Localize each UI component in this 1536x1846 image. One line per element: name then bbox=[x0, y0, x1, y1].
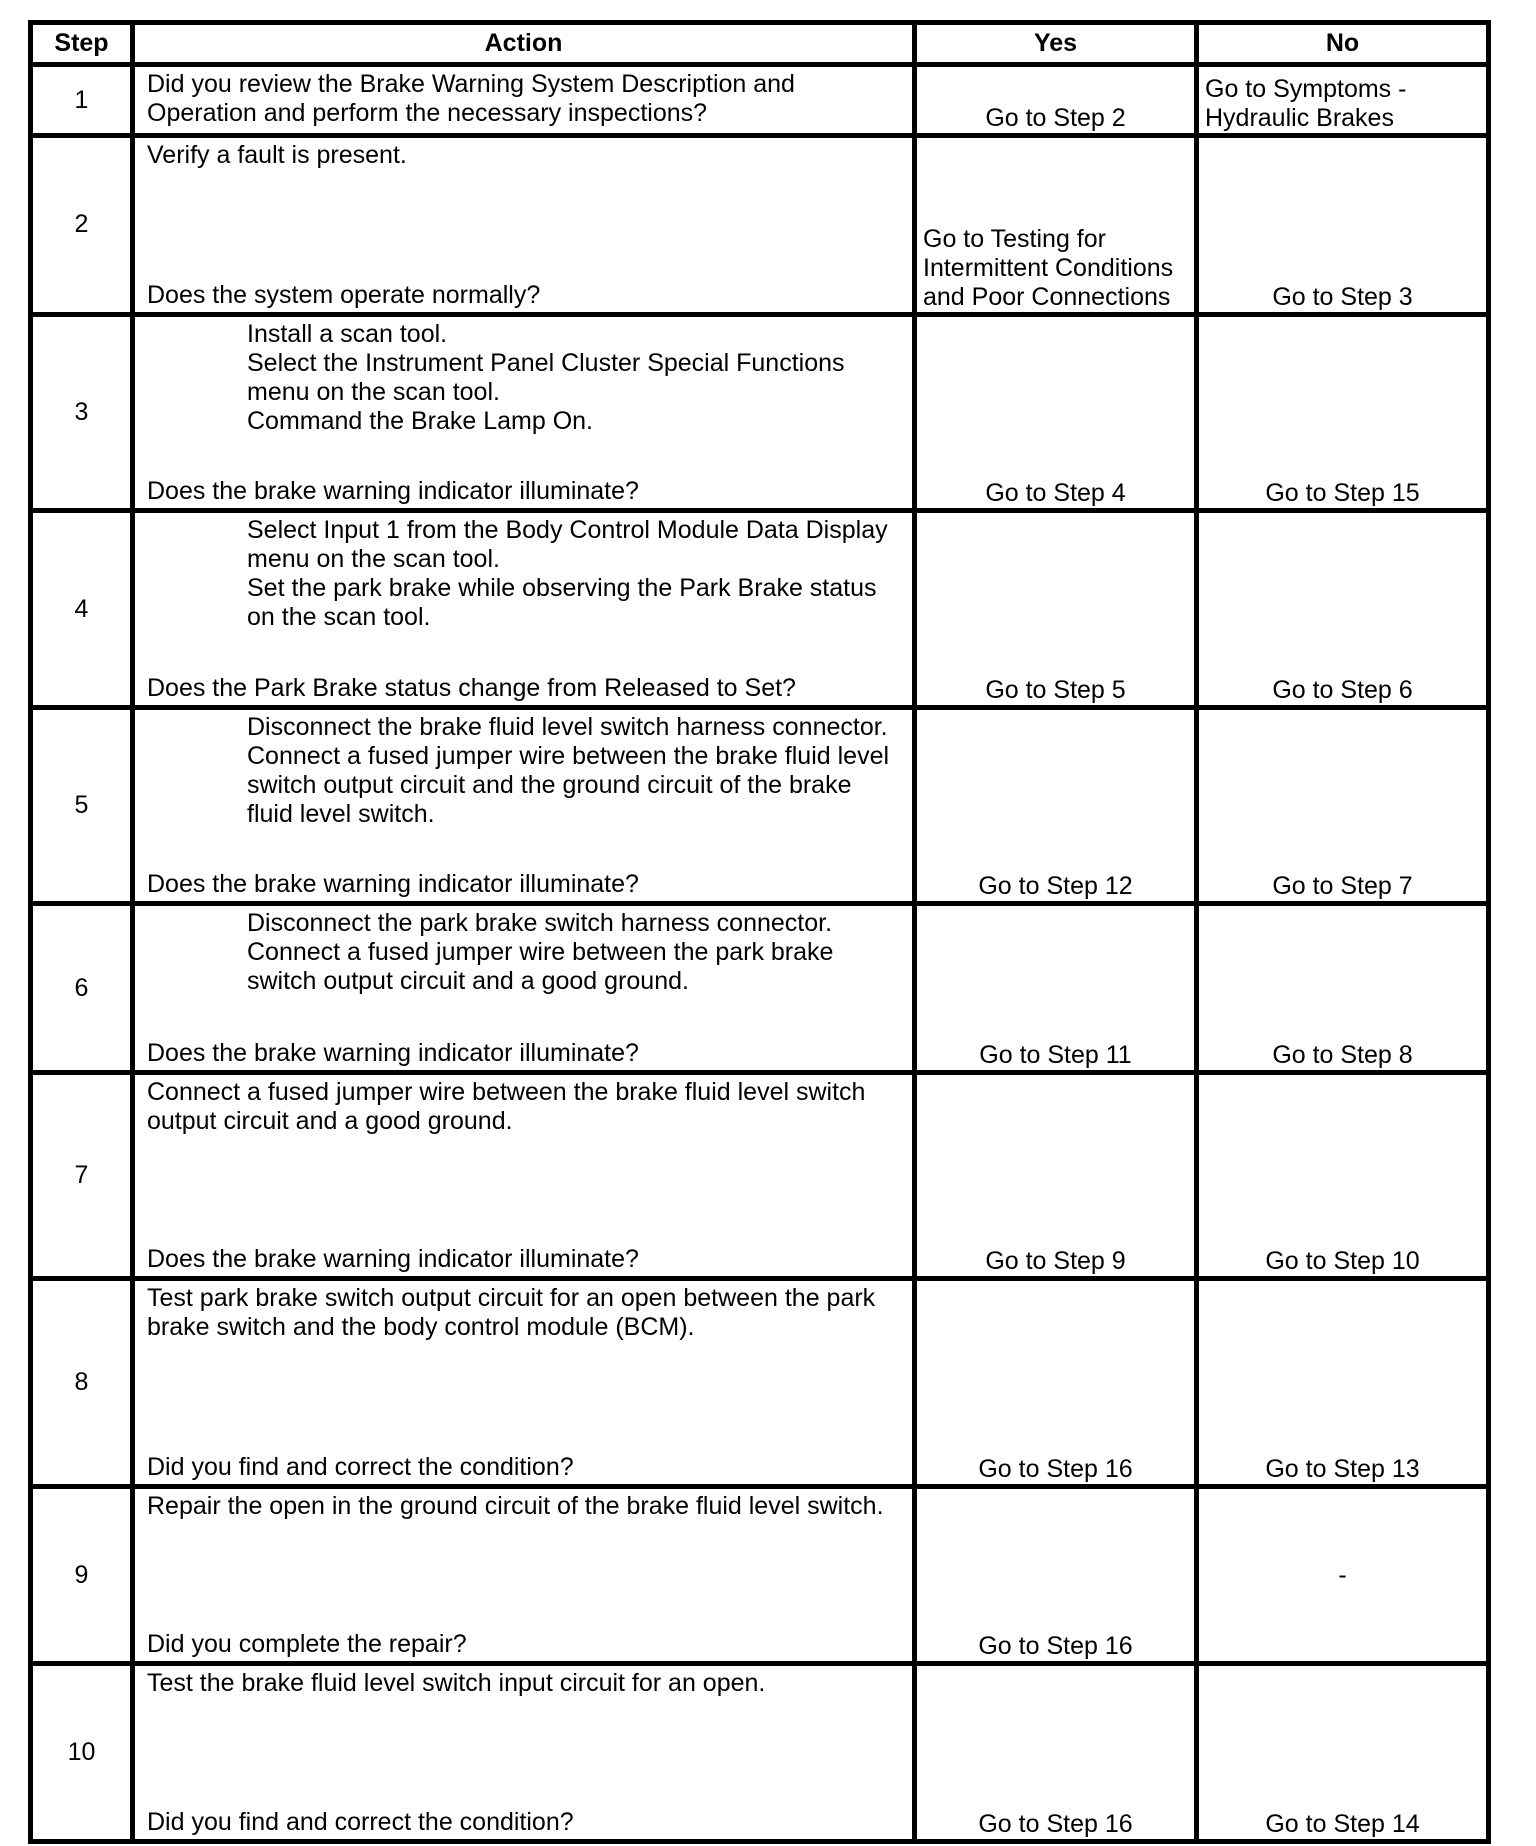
instruction-text: Disconnect the park brake switch harness connector. bbox=[247, 909, 833, 938]
action-cell bbox=[133, 136, 915, 315]
instruction-text: Command the Brake Lamp On. bbox=[247, 406, 593, 435]
question-text: Does the Park Brake status change from Released to Set? bbox=[147, 673, 796, 702]
header-action: Action bbox=[133, 23, 915, 65]
yes-result: Go to Step 9 bbox=[915, 1072, 1197, 1279]
instruction-text: Repair the open in the ground circuit of the brake fluid level switch. bbox=[147, 1491, 884, 1520]
step-number: 10 bbox=[31, 1664, 133, 1842]
header-row bbox=[31, 23, 1489, 65]
no-result: Go to Step 14 bbox=[1197, 1664, 1489, 1842]
yes-result: Go to Step 11 bbox=[915, 904, 1197, 1072]
yes-result: Go to Step 16 bbox=[915, 1486, 1197, 1663]
action-cell bbox=[133, 707, 915, 904]
instruction-text: Select Input 1 from the Body Control Module Data Display menu on the scan tool. bbox=[247, 516, 888, 574]
step-number: 2 bbox=[31, 136, 133, 315]
header-step: Step bbox=[31, 23, 133, 65]
instruction-text: Connect a fused jumper wire between the brake fluid level switch output circuit and a good ground. bbox=[147, 1077, 866, 1135]
no-result: Go to Step 6 bbox=[1197, 511, 1489, 708]
action-cell bbox=[133, 65, 915, 136]
instruction-list bbox=[147, 909, 900, 996]
instruction-text: Disconnect the brake fluid level switch harness connector. bbox=[247, 712, 888, 741]
yes-result: Go to Step 16 bbox=[915, 1279, 1197, 1487]
question-text: Does the brake warning indicator illuminate? bbox=[147, 870, 639, 899]
instruction-text: Test park brake switch output circuit for an open between the park brake switch and the body control module (BCM). bbox=[147, 1284, 876, 1342]
action-cell bbox=[133, 1486, 915, 1663]
header-yes: Yes bbox=[915, 23, 1197, 65]
yes-result: Go to Step 2 bbox=[915, 65, 1197, 136]
table-row bbox=[31, 1279, 1489, 1487]
table-row bbox=[31, 1072, 1489, 1279]
question-text: Does the brake warning indicator illuminate? bbox=[147, 1038, 639, 1067]
table-row bbox=[31, 1664, 1489, 1842]
instruction-text: Test the brake fluid level switch input circuit for an open. bbox=[147, 1669, 766, 1698]
table-row bbox=[31, 314, 1489, 511]
yes-result: Go to Step 12 bbox=[915, 707, 1197, 904]
diagnostic-table bbox=[28, 20, 1491, 1844]
no-result: Go to Step 3 bbox=[1197, 136, 1489, 315]
step-number: 1 bbox=[31, 65, 133, 136]
instruction-text: Install a scan tool. bbox=[247, 319, 448, 348]
instruction-text: Did you review the Brake Warning System Description and Operation and perform the necessary inspections? bbox=[147, 70, 795, 127]
table-row bbox=[31, 707, 1489, 904]
instruction-list bbox=[147, 320, 900, 436]
action-cell bbox=[133, 1664, 915, 1842]
header-no: No bbox=[1197, 23, 1489, 65]
question-text: Does the brake warning indicator illuminate? bbox=[147, 477, 639, 506]
yes-result: Go to Testing for Intermittent Conditions and Poor Connections bbox=[915, 136, 1197, 315]
step-number: 6 bbox=[31, 904, 133, 1072]
instruction-text: Select the Instrument Panel Cluster Special Functions menu on the scan tool. bbox=[247, 348, 845, 406]
step-number: 8 bbox=[31, 1279, 133, 1487]
no-result: Go to Symptoms - Hydraulic Brakes bbox=[1197, 65, 1489, 136]
no-result: Go to Step 7 bbox=[1197, 707, 1489, 904]
instruction-list bbox=[147, 516, 900, 632]
table-row bbox=[31, 136, 1489, 315]
yes-result: Go to Step 4 bbox=[915, 314, 1197, 511]
question-text: Does the system operate normally? bbox=[147, 280, 541, 309]
no-result: - bbox=[1197, 1486, 1489, 1663]
action-cell bbox=[133, 904, 915, 1072]
table-row bbox=[31, 1486, 1489, 1663]
yes-result: Go to Step 16 bbox=[915, 1664, 1197, 1842]
instruction-text: Verify a fault is present. bbox=[147, 141, 407, 170]
instruction-list bbox=[147, 713, 900, 829]
no-result: Go to Step 8 bbox=[1197, 904, 1489, 1072]
question-text: Did you find and correct the condition? bbox=[147, 1808, 574, 1836]
question-text: Did you complete the repair? bbox=[147, 1630, 467, 1659]
no-result: Go to Step 15 bbox=[1197, 314, 1489, 511]
question-text: Did you find and correct the condition? bbox=[147, 1452, 574, 1481]
no-result: Go to Step 13 bbox=[1197, 1279, 1489, 1487]
question-text: Does the brake warning indicator illuminate? bbox=[147, 1245, 639, 1274]
table-row bbox=[31, 904, 1489, 1072]
yes-result: Go to Step 5 bbox=[915, 511, 1197, 708]
step-number: 7 bbox=[31, 1072, 133, 1279]
instruction-text: Connect a fused jumper wire between the park brake switch output circuit and a good ground. bbox=[247, 938, 834, 996]
no-result: Go to Step 10 bbox=[1197, 1072, 1489, 1279]
step-number: 3 bbox=[31, 314, 133, 511]
table-row bbox=[31, 65, 1489, 136]
action-cell bbox=[133, 314, 915, 511]
action-cell bbox=[133, 511, 915, 708]
step-number: 4 bbox=[31, 511, 133, 708]
action-cell bbox=[133, 1279, 915, 1487]
instruction-text: Connect a fused jumper wire between the brake fluid level switch output circuit and the ground circuit of the brake fluid level switch. bbox=[247, 741, 890, 828]
instruction-text: Set the park brake while observing the Park Brake status on the scan tool. bbox=[247, 574, 877, 632]
action-cell bbox=[133, 1072, 915, 1279]
table-row bbox=[31, 511, 1489, 708]
step-number: 5 bbox=[31, 707, 133, 904]
step-number: 9 bbox=[31, 1486, 133, 1663]
